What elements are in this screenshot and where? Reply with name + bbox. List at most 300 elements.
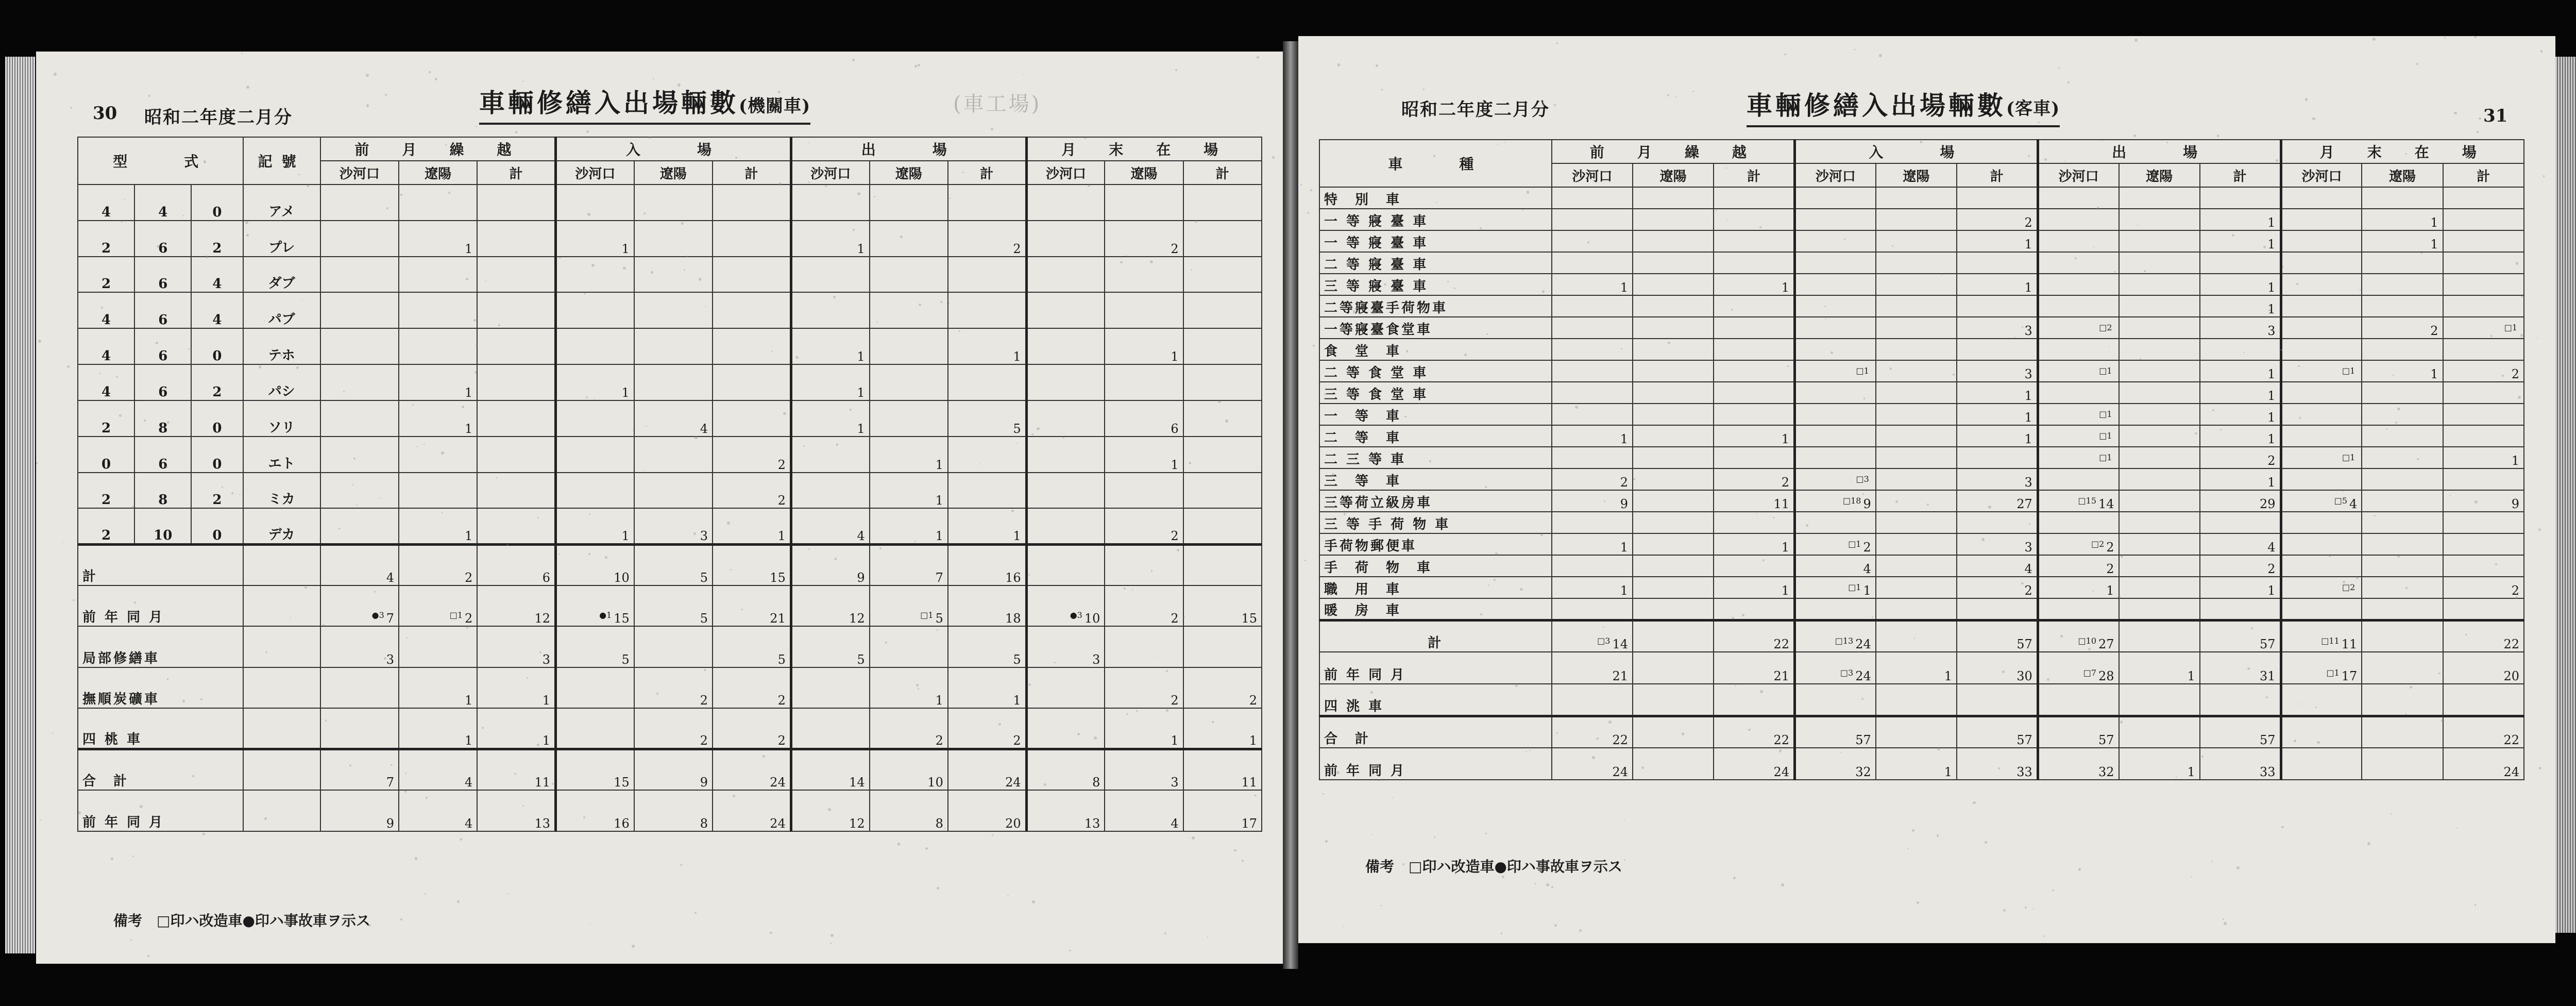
table-cell bbox=[1552, 684, 1633, 716]
table-row bbox=[78, 508, 1262, 544]
table-cell bbox=[2119, 447, 2200, 468]
paper-speck bbox=[1308, 212, 1310, 214]
paper-speck bbox=[1556, 732, 1557, 733]
paper-speck bbox=[1731, 309, 1733, 310]
table-cell: 1 bbox=[2200, 382, 2281, 404]
table-cell bbox=[2362, 490, 2443, 512]
paper-speck bbox=[2537, 338, 2538, 339]
column-header: 遼陽 bbox=[634, 161, 713, 185]
table-row bbox=[1319, 533, 2524, 555]
annotation-mark: □11 bbox=[2321, 636, 2340, 646]
table-cell: 16 bbox=[556, 790, 634, 831]
table-cell: 3 bbox=[1957, 317, 2038, 339]
paper-speck bbox=[771, 350, 772, 351]
table-row bbox=[78, 473, 1262, 509]
table-cell bbox=[1552, 404, 1633, 425]
paper-speck bbox=[71, 107, 72, 108]
summary-row bbox=[78, 667, 1262, 709]
table-cell bbox=[2281, 209, 2362, 230]
table-cell bbox=[1552, 382, 1633, 404]
paper-speck bbox=[1370, 218, 1372, 220]
wheel-arrangement: 2 bbox=[78, 400, 134, 437]
paper-speck bbox=[2088, 648, 2091, 650]
table-cell bbox=[2443, 187, 2524, 209]
paper-speck bbox=[147, 955, 149, 957]
table-cell: 57 bbox=[2200, 716, 2281, 748]
table-cell bbox=[2038, 620, 2119, 652]
table-cell bbox=[1552, 555, 1633, 577]
table-cell bbox=[556, 292, 634, 328]
row-label: 前 年 同 月 bbox=[1319, 652, 1552, 684]
table-cell bbox=[1026, 221, 1105, 257]
group-header: 月 末 在 場 bbox=[2281, 140, 2524, 163]
report-period: 昭和二年度二月分 bbox=[144, 107, 293, 128]
paper-speck bbox=[140, 805, 143, 808]
table-cell bbox=[1183, 437, 1262, 473]
paper-speck bbox=[1300, 183, 1302, 185]
table-row bbox=[1319, 490, 2524, 512]
paper-speck bbox=[246, 86, 249, 88]
paper-speck bbox=[656, 693, 658, 695]
table-cell bbox=[1552, 512, 1633, 533]
paper-speck bbox=[588, 553, 590, 555]
table-cell bbox=[1633, 339, 1714, 360]
table-cell bbox=[477, 221, 555, 257]
table-cell: 1 bbox=[1183, 708, 1262, 749]
table-cell: 13 bbox=[477, 790, 555, 831]
table-cell bbox=[1633, 274, 1714, 295]
wheel-arrangement: 4 bbox=[78, 292, 134, 328]
table-cell: 8 bbox=[634, 790, 713, 831]
row-label: 四 桃 車 bbox=[78, 708, 243, 749]
paper-speck bbox=[590, 924, 591, 925]
cell-value: 10 bbox=[1084, 611, 1100, 626]
table-cell bbox=[2362, 577, 2443, 598]
paper-speck bbox=[2043, 935, 2045, 937]
paper-speck bbox=[2539, 767, 2541, 769]
paper-speck bbox=[2495, 563, 2497, 565]
paper-speck bbox=[992, 834, 993, 836]
table-row bbox=[78, 328, 1262, 364]
table-cell: 57 bbox=[2038, 716, 2119, 748]
paper-speck bbox=[1937, 834, 1939, 837]
table-cell bbox=[2281, 468, 2362, 490]
paper-speck bbox=[1917, 901, 1919, 904]
table-cell: 12 bbox=[791, 790, 869, 831]
page-number: 30 bbox=[93, 103, 117, 124]
paper-speck bbox=[1084, 137, 1087, 139]
table-cell: 2 bbox=[713, 437, 791, 473]
table-cell: 1 bbox=[2200, 274, 2281, 295]
car-type: 三等荷立級房車 bbox=[1319, 490, 1552, 512]
table-cell bbox=[2281, 490, 2362, 512]
table-cell: 3 bbox=[320, 626, 399, 667]
table-cell bbox=[477, 185, 555, 221]
table-cell bbox=[2119, 187, 2200, 209]
paper-speck bbox=[1126, 713, 1128, 715]
annotation-mark: ●3 bbox=[371, 610, 384, 621]
paper-speck bbox=[831, 934, 834, 937]
class-code: ダブ bbox=[243, 257, 320, 293]
paper-speck bbox=[1218, 400, 1221, 404]
paper-speck bbox=[192, 775, 194, 777]
table-cell: 3 bbox=[1957, 468, 2038, 490]
table-cell bbox=[2281, 684, 2362, 716]
paper-speck bbox=[1675, 96, 1676, 97]
table-cell bbox=[2038, 684, 2119, 716]
table-cell: 17 bbox=[1183, 790, 1262, 831]
table-cell bbox=[2443, 533, 2524, 555]
paper-speck bbox=[400, 918, 402, 920]
table-cell: 14 bbox=[791, 749, 869, 791]
paper-speck bbox=[1088, 185, 1090, 187]
car-type: 一等寢臺食堂車 bbox=[1319, 317, 1552, 339]
table-cell bbox=[1183, 400, 1262, 437]
table-cell bbox=[1795, 295, 1876, 317]
paper-speck bbox=[2299, 703, 2300, 705]
paper-speck bbox=[404, 791, 406, 793]
class-code: テホ bbox=[243, 328, 320, 364]
table-cell bbox=[2119, 555, 2200, 577]
paper-speck bbox=[2281, 826, 2284, 829]
table-cell bbox=[1633, 490, 1714, 512]
paper-speck bbox=[54, 73, 57, 76]
paper-speck bbox=[643, 470, 645, 471]
annotation-mark: □13 bbox=[1835, 636, 1854, 646]
paper-speck bbox=[914, 65, 917, 68]
locomotive-ledger-table bbox=[77, 137, 1262, 832]
table-cell bbox=[399, 473, 477, 509]
table-cell bbox=[1957, 339, 2038, 360]
table-cell bbox=[1795, 187, 1876, 209]
paper-speck bbox=[653, 78, 654, 79]
row-label: 計 bbox=[1319, 620, 1552, 652]
paper-speck bbox=[131, 506, 134, 509]
table-cell: 1 bbox=[1957, 404, 2038, 425]
paper-speck bbox=[925, 847, 928, 850]
wheel-arrangement: 6 bbox=[134, 437, 191, 473]
car-type: 二 三 等 車 bbox=[1319, 447, 1552, 468]
column-header: 計 bbox=[948, 161, 1026, 185]
table-cell bbox=[634, 257, 713, 293]
paper-speck bbox=[833, 296, 836, 298]
paper-speck bbox=[290, 617, 291, 618]
table-cell bbox=[2119, 684, 2200, 716]
table-cell: 1 bbox=[1957, 230, 2038, 252]
table-cell bbox=[2119, 360, 2200, 382]
table-cell: 1 bbox=[399, 364, 477, 400]
table-cell: 5 bbox=[556, 626, 634, 667]
column-header: 沙河口 bbox=[2038, 163, 2119, 187]
paper-speck bbox=[778, 91, 781, 93]
table-cell bbox=[791, 708, 869, 749]
paper-speck bbox=[1844, 239, 1845, 240]
paper-speck bbox=[298, 174, 299, 175]
paper-speck bbox=[1920, 141, 1922, 143]
table-row bbox=[78, 185, 1262, 221]
table-cell bbox=[320, 328, 399, 364]
paper-speck bbox=[2405, 153, 2406, 154]
table-cell: 1 bbox=[2200, 295, 2281, 317]
paper-speck bbox=[586, 130, 589, 133]
column-header: 計 bbox=[1714, 163, 1794, 187]
table-cell bbox=[320, 473, 399, 509]
paper-speck bbox=[991, 128, 993, 130]
table-cell bbox=[1552, 339, 1633, 360]
paper-speck bbox=[514, 773, 516, 775]
paper-speck bbox=[474, 371, 477, 374]
row-label: 局部修繕車 bbox=[78, 626, 243, 667]
paper-speck bbox=[1527, 191, 1529, 193]
wheel-arrangement: 6 bbox=[134, 328, 191, 364]
table-cell bbox=[2443, 209, 2524, 230]
paper-speck bbox=[1742, 614, 1744, 616]
table-cell bbox=[2119, 317, 2200, 339]
wheel-arrangement: 4 bbox=[78, 328, 134, 364]
table-cell bbox=[1714, 684, 1794, 716]
paper-speck bbox=[852, 59, 855, 61]
table-cell bbox=[1105, 292, 1183, 328]
paper-speck bbox=[556, 546, 557, 547]
table-cell: 2 bbox=[1183, 667, 1262, 709]
table-row bbox=[1319, 187, 2524, 209]
table-row bbox=[78, 292, 1262, 328]
paper-speck bbox=[429, 71, 431, 73]
car-type: 暖 房 車 bbox=[1319, 598, 1552, 620]
table-cell: 1 bbox=[1876, 748, 1957, 780]
title-text: 車輛修繕入出場輛數 bbox=[479, 88, 739, 118]
table-cell bbox=[2362, 425, 2443, 447]
table-cell: 3 bbox=[634, 508, 713, 544]
table-cell: 1 bbox=[791, 364, 869, 400]
wheel-arrangement: 0 bbox=[191, 185, 243, 221]
table-cell: 3 bbox=[2200, 317, 2281, 339]
table-cell: 1 bbox=[2119, 748, 2200, 780]
table-cell bbox=[1876, 295, 1957, 317]
paper-speck bbox=[587, 213, 590, 216]
annotation-mark: □1 bbox=[2326, 668, 2340, 678]
annotation-mark: □1 bbox=[920, 610, 934, 621]
paper-speck bbox=[1124, 588, 1126, 590]
paper-speck bbox=[730, 569, 732, 571]
paper-speck bbox=[2031, 775, 2032, 776]
table-cell: 2 bbox=[713, 667, 791, 709]
wheel-arrangement: 4 bbox=[134, 185, 191, 221]
table-cell bbox=[477, 400, 555, 437]
table-cell bbox=[556, 667, 634, 709]
table-cell: 10 bbox=[556, 544, 634, 585]
paper-speck bbox=[515, 131, 517, 133]
paper-speck bbox=[1028, 574, 1030, 576]
table-cell: 5 bbox=[948, 626, 1026, 667]
paper-speck bbox=[857, 577, 858, 578]
table-cell: 4 bbox=[1105, 790, 1183, 831]
table-cell: 1 bbox=[1552, 533, 1633, 555]
table-cell bbox=[2281, 598, 2362, 620]
paper-speck bbox=[2502, 119, 2505, 122]
paper-speck bbox=[2033, 908, 2034, 909]
table-cell: 5 bbox=[634, 544, 713, 585]
table-cell bbox=[1876, 252, 1957, 274]
car-type: 特 別 車 bbox=[1319, 187, 1552, 209]
table-cell bbox=[399, 292, 477, 328]
paper-speck bbox=[1255, 795, 1256, 796]
paper-speck bbox=[1007, 895, 1008, 896]
table-cell bbox=[2038, 187, 2119, 209]
paper-speck bbox=[1587, 241, 1589, 243]
table-cell bbox=[1633, 652, 1714, 684]
table-cell: 22 bbox=[1714, 716, 1794, 748]
table-cell bbox=[1876, 360, 1957, 382]
table-cell: 5 bbox=[791, 626, 869, 667]
class-code: パシ bbox=[243, 364, 320, 400]
paper-speck bbox=[1725, 167, 1726, 169]
table-cell bbox=[1714, 598, 1794, 620]
table-cell bbox=[1026, 328, 1105, 364]
summary-row bbox=[1319, 716, 2524, 748]
paper-speck bbox=[2003, 909, 2006, 912]
paper-speck bbox=[445, 144, 446, 145]
paper-speck bbox=[119, 165, 121, 167]
paper-speck bbox=[1497, 144, 1498, 145]
table-row bbox=[78, 400, 1262, 437]
wheel-arrangement: 2 bbox=[78, 473, 134, 509]
paper-speck bbox=[2217, 135, 2219, 137]
table-cell: 9 bbox=[634, 749, 713, 791]
title-suffix: (機關車) bbox=[739, 96, 811, 116]
table-cell bbox=[870, 400, 948, 437]
paper-speck bbox=[507, 893, 509, 895]
table-cell bbox=[1552, 187, 1633, 209]
paper-speck bbox=[2223, 918, 2224, 920]
column-header: 遼陽 bbox=[2119, 163, 2200, 187]
table-cell bbox=[870, 185, 948, 221]
paper-speck bbox=[1554, 104, 1556, 106]
table-cell bbox=[1105, 257, 1183, 293]
table-cell: 2 bbox=[2200, 555, 2281, 577]
table-cell bbox=[1183, 185, 1262, 221]
paper-speck bbox=[1554, 924, 1557, 927]
table-cell bbox=[1026, 400, 1105, 437]
table-cell bbox=[2200, 252, 2281, 274]
row-label: 合 計 bbox=[78, 749, 243, 791]
wheel-arrangement: 8 bbox=[134, 473, 191, 509]
annotation-mark: □1 bbox=[2099, 452, 2112, 462]
table-cell: 57 bbox=[1795, 716, 1876, 748]
table-cell: 2 bbox=[2200, 447, 2281, 468]
table-cell: 記號 bbox=[243, 137, 320, 185]
column-header: 遼陽 bbox=[1876, 163, 1957, 187]
paper-speck bbox=[1748, 729, 1750, 731]
annotation-mark: □1 bbox=[2342, 366, 2355, 376]
table-cell: 31 bbox=[2200, 652, 2281, 684]
paper-speck bbox=[462, 406, 464, 408]
group-header: 入 場 bbox=[1795, 140, 2038, 163]
paper-speck bbox=[522, 81, 524, 82]
paper-speck bbox=[1546, 883, 1549, 886]
paper-speck bbox=[1502, 876, 1504, 878]
cell-value: 14 bbox=[2098, 497, 2114, 511]
table-cell bbox=[2362, 652, 2443, 684]
wheel-arrangement: 10 bbox=[134, 508, 191, 544]
summary-row bbox=[1319, 620, 2524, 652]
table-cell: 2 bbox=[1552, 468, 1633, 490]
table-cell: 2 bbox=[2038, 555, 2119, 577]
table-cell: 1 bbox=[399, 667, 477, 709]
book-edge-left bbox=[5, 57, 35, 953]
table-cell bbox=[713, 364, 791, 400]
table-cell bbox=[2443, 317, 2524, 339]
paper-speck bbox=[246, 234, 249, 237]
table-cell: 9 bbox=[791, 544, 869, 585]
table-cell bbox=[243, 544, 320, 585]
paper-speck bbox=[258, 165, 261, 168]
table-cell: 2 bbox=[870, 708, 948, 749]
table-cell: 2 bbox=[2443, 577, 2524, 598]
car-type: 二 等 車 bbox=[1319, 425, 1552, 447]
table-cell: 4 bbox=[791, 508, 869, 544]
table-cell bbox=[556, 400, 634, 437]
paper-speck bbox=[435, 78, 437, 80]
table-cell bbox=[2281, 295, 2362, 317]
table-cell bbox=[2119, 404, 2200, 425]
table-cell bbox=[2038, 468, 2119, 490]
paper-speck bbox=[1817, 99, 1819, 101]
paper-speck bbox=[803, 445, 805, 447]
car-type: 二 等 寢 臺 車 bbox=[1319, 252, 1552, 274]
car-type: 一 等 車 bbox=[1319, 404, 1552, 425]
table-row bbox=[1319, 252, 2524, 274]
paper-speck bbox=[156, 342, 158, 344]
table-cell: 1 bbox=[1105, 328, 1183, 364]
table-cell bbox=[320, 364, 399, 400]
table-cell bbox=[634, 473, 713, 509]
column-header: 計 bbox=[1957, 163, 2038, 187]
table-cell bbox=[2038, 425, 2119, 447]
paper-speck bbox=[1429, 460, 1431, 462]
paper-speck bbox=[1488, 584, 1489, 585]
class-code: エト bbox=[243, 437, 320, 473]
paper-speck bbox=[111, 858, 113, 860]
paper-speck bbox=[426, 797, 428, 799]
paper-speck bbox=[727, 522, 730, 525]
annotation-mark: ●1 bbox=[599, 610, 612, 621]
table-cell bbox=[634, 437, 713, 473]
table-cell: 2 bbox=[399, 544, 477, 585]
table-cell bbox=[477, 292, 555, 328]
table-cell bbox=[948, 292, 1026, 328]
paper-speck bbox=[2343, 186, 2345, 188]
table-cell bbox=[556, 708, 634, 749]
paper-speck bbox=[778, 182, 782, 186]
table-row bbox=[1319, 425, 2524, 447]
table-cell bbox=[948, 473, 1026, 509]
paper-speck bbox=[1824, 306, 1826, 307]
table-row bbox=[1319, 230, 2524, 252]
table-cell bbox=[2443, 598, 2524, 620]
table-cell: 1 bbox=[2119, 652, 2200, 684]
table-cell bbox=[1795, 684, 1876, 716]
table-cell bbox=[1183, 292, 1262, 328]
table-cell bbox=[399, 585, 477, 627]
table-cell bbox=[1633, 555, 1714, 577]
table-cell bbox=[1957, 447, 2038, 468]
table-cell bbox=[399, 185, 477, 221]
table-row bbox=[1319, 555, 2524, 577]
paper-speck bbox=[1641, 766, 1644, 769]
paper-speck bbox=[67, 365, 70, 368]
row-label: 四 洮 車 bbox=[1319, 684, 1552, 716]
